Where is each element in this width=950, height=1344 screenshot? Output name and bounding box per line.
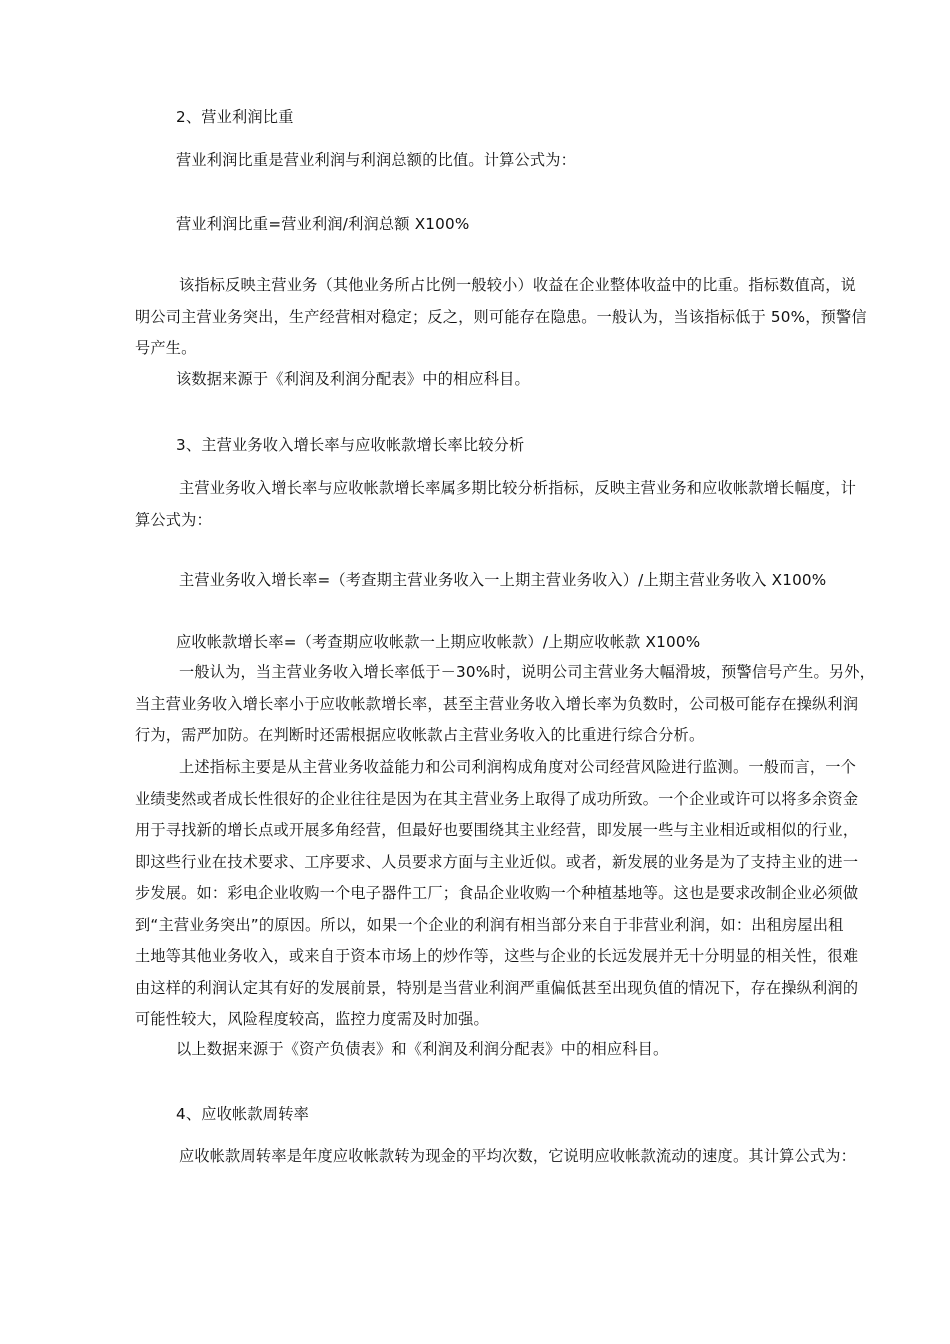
paragraph-line: 即这些行业在技术要求、工序要求、人员要求方面与主业近似。或者，新发展的业务是为了支持主业的进一 <box>135 852 859 871</box>
section-3-formula-1: 主营业务收入增长率=（考查期主营业务收入一上期主营业务收入）/上期主营业务收入 X100% <box>179 571 827 589</box>
paragraph-line: 明公司主营业务突出，生产经营相对稳定；反之，则可能存在隐患。一般认为，当该指标低于 50%，预警信 <box>135 307 867 326</box>
paragraph-line: 号产生。 <box>135 339 197 357</box>
paragraph-line: 主营业务收入增长率与应收帐款增长率属多期比较分析指标，反映主营业务和应收帐款增长幅度，计 <box>179 479 857 497</box>
paragraph-line: 行为，需严加防。在判断时还需根据应收帐款占主营业务收入的比重进行综合分析。 <box>135 726 705 744</box>
paragraph-line: 业绩斐然或者成长性很好的企业往往是因为在其主营业务上取得了成功所致。一个企业或许可以将多余资金 <box>135 789 859 808</box>
section-3-formula-2: 应收帐款增长率=（考查期应收帐款一上期应收帐款）/上期应收帐款 X100% <box>176 633 701 651</box>
paragraph-line: 用于寻找新的增长点或开展多角经营，但最好也要围绕其主业经营，即发展一些与主业相近或相似的行业， <box>135 821 859 839</box>
section-2-formula: 营业利润比重=营业利润/利润总额 X100% <box>176 215 470 233</box>
paragraph-line: 上述指标主要是从主营业务收益能力和公司利润构成角度对公司经营风险进行监测。一般而言，一个 <box>179 758 857 776</box>
paragraph-line: 该指标反映主营业务（其他业务所占比例一般较小）收益在企业整体收益中的比重。指标数值高，说 <box>179 276 857 294</box>
section-3-heading: 3、主营业务收入增长率与应收帐款增长率比较分析 <box>176 436 525 454</box>
paragraph-line: 土地等其他业务收入，或来自于资本市场上的炒作等，这些与企业的长远发展并无十分明显的相关性，很难 <box>135 947 859 965</box>
paragraph-line: 算公式为： <box>135 510 212 529</box>
section-2-paragraph <box>135 270 895 365</box>
section-3-source: 以上数据来源于《资产负债表》和《利润及利润分配表》中的相应科目。 <box>176 1040 669 1058</box>
section-3-paragraph-1 <box>135 657 895 752</box>
section-4-intro: 应收帐款周转率是年度应收帐款转为现金的平均次数，它说明应收帐款流动的速度。其计算公式为： <box>179 1147 857 1165</box>
paragraph-line: 步发展。如：彩电企业收购一个电子器件工厂；食品企业收购一个种植基地等。这也是要求改制企业必须做 <box>135 884 859 902</box>
section-3-intro <box>135 473 895 536</box>
section-3-paragraph-2 <box>135 752 895 1036</box>
paragraph-line: 当主营业务收入增长率小于应收帐款增长率，甚至主营业务收入增长率为负数时，公司极可能存在操纵利润 <box>135 694 859 713</box>
paragraph-line: 到“主营业务突出”的原因。所以，如果一个企业的利润有相当部分来自于非营业利润，如：出租房屋出租 <box>135 915 844 934</box>
section-2-heading: 2、营业利润比重 <box>176 108 294 126</box>
section-2-intro: 营业利润比重是营业利润与利润总额的比值。计算公式为： <box>176 151 577 169</box>
paragraph-line: 一般认为，当主营业务收入增长率低于－30%时，说明公司主营业务大幅滑坡，预警信号产生。另外， <box>179 663 876 681</box>
paragraph-line: 由这样的利润认定其有好的发展前景，特别是当营业利润严重偏低甚至出现负值的情况下，存在操纵利润的 <box>135 978 859 997</box>
section-4-heading: 4、应收帐款周转率 <box>176 1105 309 1123</box>
paragraph-line: 可能性较大，风险程度较高，监控力度需及时加强。 <box>135 1010 489 1028</box>
section-2-source: 该数据来源于《利润及利润分配表》中的相应科目。 <box>176 370 530 388</box>
